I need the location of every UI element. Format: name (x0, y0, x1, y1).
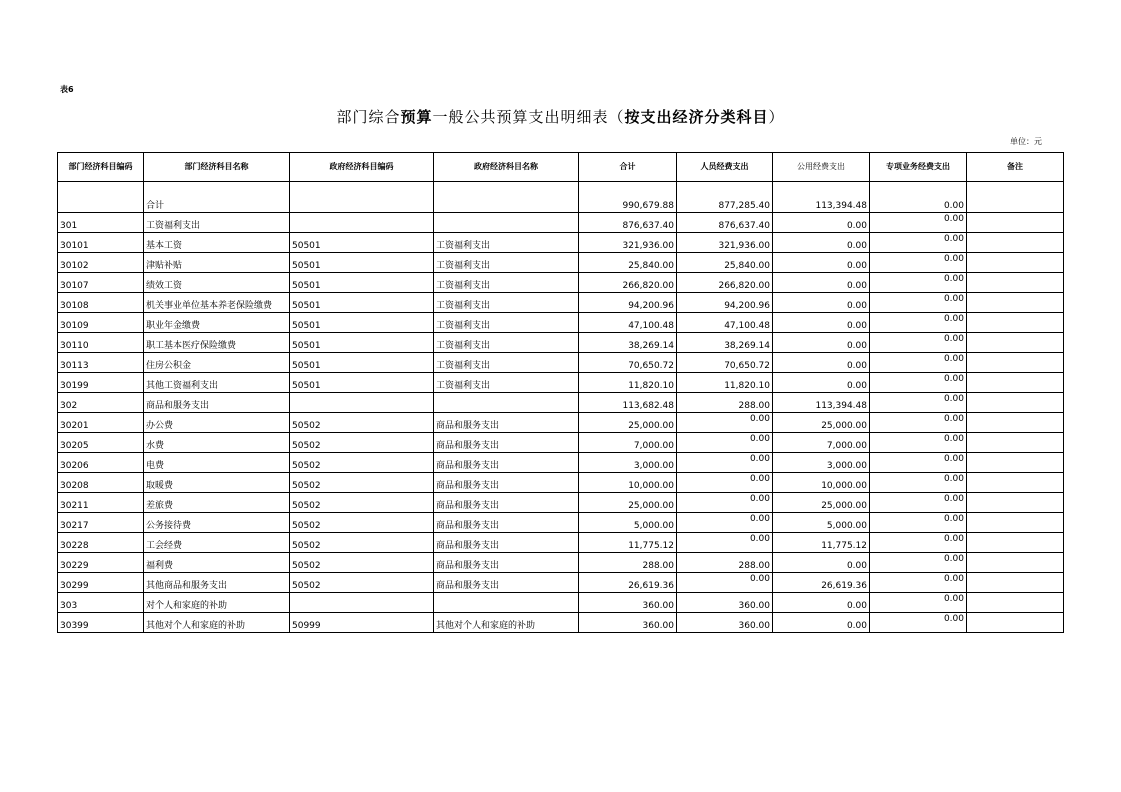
cell-dept-name: 工会经费 (144, 533, 290, 553)
table-row (58, 453, 1064, 473)
table-row (58, 513, 1064, 533)
cell-dept-code: 30102 (58, 253, 144, 273)
cell-special: 0.00 (870, 393, 967, 413)
cell-total: 26,619.36 (579, 573, 677, 593)
cell-dept-name: 合计 (144, 182, 290, 213)
cell-gov-name: 商品和服务支出 (434, 493, 579, 513)
cell-note (967, 413, 1064, 433)
cell-personnel: 25,840.00 (677, 253, 773, 273)
cell-total: 38,269.14 (579, 333, 677, 353)
cell-gov-code: 50502 (290, 533, 434, 553)
cell-public: 25,000.00 (773, 413, 870, 433)
cell-personnel: 47,100.48 (677, 313, 773, 333)
cell-dept-name: 取暖费 (144, 473, 290, 493)
cell-public: 0.00 (773, 293, 870, 313)
cell-gov-name: 工资福利支出 (434, 233, 579, 253)
cell-dept-code: 30108 (58, 293, 144, 313)
cell-public: 7,000.00 (773, 433, 870, 453)
cell-total: 10,000.00 (579, 473, 677, 493)
table-row (58, 413, 1064, 433)
header-gov-name: 政府经济科目名称 (434, 153, 579, 182)
cell-public: 113,394.48 (773, 393, 870, 413)
cell-dept-name: 办公费 (144, 413, 290, 433)
cell-special: 0.00 (870, 353, 967, 373)
cell-gov-name (434, 182, 579, 213)
cell-total: 7,000.00 (579, 433, 677, 453)
cell-gov-code: 50502 (290, 473, 434, 493)
cell-gov-name: 商品和服务支出 (434, 473, 579, 493)
table-row (58, 273, 1064, 293)
cell-dept-code: 30228 (58, 533, 144, 553)
cell-dept-code: 30208 (58, 473, 144, 493)
cell-note (967, 353, 1064, 373)
cell-gov-code: 50501 (290, 233, 434, 253)
cell-personnel: 94,200.96 (677, 293, 773, 313)
cell-dept-code: 30109 (58, 313, 144, 333)
cell-dept-code: 30107 (58, 273, 144, 293)
cell-special: 0.00 (870, 333, 967, 353)
cell-dept-name: 其他对个人和家庭的补助 (144, 613, 290, 633)
table-row (58, 293, 1064, 313)
table-row (58, 393, 1064, 413)
cell-total: 25,000.00 (579, 493, 677, 513)
cell-note (967, 213, 1064, 233)
cell-note (967, 573, 1064, 593)
cell-note (967, 493, 1064, 513)
cell-note (967, 533, 1064, 553)
cell-gov-code (290, 213, 434, 233)
cell-personnel: 0.00 (677, 473, 773, 493)
cell-gov-code: 50501 (290, 273, 434, 293)
cell-total: 25,840.00 (579, 253, 677, 273)
cell-gov-code (290, 182, 434, 213)
table-row (58, 233, 1064, 253)
cell-total: 25,000.00 (579, 413, 677, 433)
document-title (0, 106, 1121, 127)
cell-special: 0.00 (870, 293, 967, 313)
header-row (58, 153, 1064, 182)
cell-gov-code: 50502 (290, 413, 434, 433)
cell-special: 0.00 (870, 573, 967, 593)
cell-dept-code: 30299 (58, 573, 144, 593)
cell-personnel: 0.00 (677, 433, 773, 453)
cell-dept-name: 差旅费 (144, 493, 290, 513)
cell-personnel: 360.00 (677, 593, 773, 613)
cell-total: 11,820.10 (579, 373, 677, 393)
cell-gov-name: 商品和服务支出 (434, 573, 579, 593)
cell-personnel: 360.00 (677, 613, 773, 633)
cell-dept-code: 30205 (58, 433, 144, 453)
cell-gov-code (290, 393, 434, 413)
cell-public: 0.00 (773, 253, 870, 273)
table-row (58, 473, 1064, 493)
cell-special: 0.00 (870, 413, 967, 433)
cell-public: 26,619.36 (773, 573, 870, 593)
table-row (58, 433, 1064, 453)
table-row (58, 553, 1064, 573)
cell-personnel: 38,269.14 (677, 333, 773, 353)
table-number: 表6 (60, 85, 74, 94)
cell-personnel: 288.00 (677, 393, 773, 413)
cell-personnel: 0.00 (677, 573, 773, 593)
cell-special: 0.00 (870, 553, 967, 573)
table-row (58, 593, 1064, 613)
cell-total: 990,679.88 (579, 182, 677, 213)
cell-dept-name: 商品和服务支出 (144, 393, 290, 413)
cell-personnel: 288.00 (677, 553, 773, 573)
cell-dept-name: 住房公积金 (144, 353, 290, 373)
title-bold-1: 预算 (400, 108, 433, 126)
cell-dept-code (58, 182, 144, 213)
cell-gov-code: 50502 (290, 493, 434, 513)
cell-public: 0.00 (773, 333, 870, 353)
cell-public: 5,000.00 (773, 513, 870, 533)
header-special: 专项业务经费支出 (870, 153, 967, 182)
cell-gov-code: 50501 (290, 333, 434, 353)
cell-note (967, 593, 1064, 613)
table-row (58, 253, 1064, 273)
cell-gov-name: 其他对个人和家庭的补助 (434, 613, 579, 633)
cell-public: 0.00 (773, 373, 870, 393)
cell-total: 11,775.12 (579, 533, 677, 553)
cell-dept-code: 30399 (58, 613, 144, 633)
table-row (58, 213, 1064, 233)
cell-special: 0.00 (870, 273, 967, 293)
cell-personnel: 0.00 (677, 493, 773, 513)
cell-dept-code: 30199 (58, 373, 144, 393)
cell-total: 288.00 (579, 553, 677, 573)
cell-total: 876,637.40 (579, 213, 677, 233)
cell-dept-name: 其他商品和服务支出 (144, 573, 290, 593)
cell-special: 0.00 (870, 593, 967, 613)
cell-public: 0.00 (773, 353, 870, 373)
cell-personnel: 0.00 (677, 413, 773, 433)
cell-note (967, 233, 1064, 253)
cell-total: 70,650.72 (579, 353, 677, 373)
cell-total: 113,682.48 (579, 393, 677, 413)
cell-personnel: 877,285.40 (677, 182, 773, 213)
header-public: 公用经费支出 (773, 153, 870, 182)
cell-total: 321,936.00 (579, 233, 677, 253)
cell-gov-code: 50502 (290, 513, 434, 533)
cell-public: 0.00 (773, 233, 870, 253)
table-row (58, 533, 1064, 553)
cell-public: 113,394.48 (773, 182, 870, 213)
cell-dept-name: 公务接待费 (144, 513, 290, 533)
cell-note (967, 393, 1064, 413)
cell-gov-code: 50502 (290, 553, 434, 573)
title-bold-2: 按支出经济分类科目 (624, 108, 769, 126)
cell-personnel: 0.00 (677, 533, 773, 553)
cell-dept-name: 绩效工资 (144, 273, 290, 293)
cell-special: 0.00 (870, 373, 967, 393)
cell-gov-name: 商品和服务支出 (434, 513, 579, 533)
cell-special: 0.00 (870, 433, 967, 453)
cell-dept-code: 30113 (58, 353, 144, 373)
cell-special: 0.00 (870, 533, 967, 553)
cell-total: 3,000.00 (579, 453, 677, 473)
cell-dept-name: 对个人和家庭的补助 (144, 593, 290, 613)
cell-personnel: 0.00 (677, 453, 773, 473)
cell-personnel: 70,650.72 (677, 353, 773, 373)
cell-personnel: 876,637.40 (677, 213, 773, 233)
cell-dept-code: 30229 (58, 553, 144, 573)
cell-note (967, 313, 1064, 333)
cell-gov-code: 50501 (290, 313, 434, 333)
cell-gov-name (434, 213, 579, 233)
cell-note (967, 453, 1064, 473)
cell-gov-name: 商品和服务支出 (434, 433, 579, 453)
cell-dept-name: 福利费 (144, 553, 290, 573)
cell-note (967, 253, 1064, 273)
cell-gov-code: 50501 (290, 293, 434, 313)
table-row (58, 313, 1064, 333)
cell-note (967, 333, 1064, 353)
cell-total: 47,100.48 (579, 313, 677, 333)
cell-dept-code: 30101 (58, 233, 144, 253)
cell-gov-name: 商品和服务支出 (434, 533, 579, 553)
cell-note (967, 182, 1064, 213)
cell-dept-code: 30110 (58, 333, 144, 353)
cell-dept-name: 机关事业单位基本养老保险缴费 (144, 293, 290, 313)
cell-special: 0.00 (870, 453, 967, 473)
header-dept-code: 部门经济科目编码 (58, 153, 144, 182)
table-row (58, 353, 1064, 373)
cell-dept-name: 水费 (144, 433, 290, 453)
cell-gov-code (290, 593, 434, 613)
total-row (58, 182, 1064, 213)
cell-special: 0.00 (870, 313, 967, 333)
cell-gov-code: 50501 (290, 253, 434, 273)
cell-special: 0.00 (870, 613, 967, 633)
header-total: 合计 (579, 153, 677, 182)
table-row (58, 333, 1064, 353)
cell-public: 0.00 (773, 273, 870, 293)
cell-special: 0.00 (870, 513, 967, 533)
title-part-3: ） (768, 108, 785, 126)
cell-gov-name: 工资福利支出 (434, 353, 579, 373)
cell-public: 0.00 (773, 593, 870, 613)
cell-personnel: 321,936.00 (677, 233, 773, 253)
cell-total: 5,000.00 (579, 513, 677, 533)
cell-gov-name: 工资福利支出 (434, 273, 579, 293)
cell-dept-code: 30217 (58, 513, 144, 533)
cell-total: 94,200.96 (579, 293, 677, 313)
cell-note (967, 553, 1064, 573)
cell-personnel: 11,820.10 (677, 373, 773, 393)
cell-public: 10,000.00 (773, 473, 870, 493)
header-dept-name: 部门经济科目名称 (144, 153, 290, 182)
cell-note (967, 293, 1064, 313)
cell-gov-code: 50501 (290, 353, 434, 373)
cell-gov-name: 商品和服务支出 (434, 413, 579, 433)
cell-gov-code: 50501 (290, 373, 434, 393)
cell-gov-name: 工资福利支出 (434, 253, 579, 273)
cell-note (967, 613, 1064, 633)
table-row (58, 573, 1064, 593)
cell-special: 0.00 (870, 253, 967, 273)
cell-dept-name: 工资福利支出 (144, 213, 290, 233)
cell-public: 0.00 (773, 613, 870, 633)
cell-gov-name: 商品和服务支出 (434, 453, 579, 473)
table-row (58, 373, 1064, 393)
table-row (58, 493, 1064, 513)
cell-special: 0.00 (870, 213, 967, 233)
cell-gov-code: 50999 (290, 613, 434, 633)
cell-public: 25,000.00 (773, 493, 870, 513)
cell-note (967, 473, 1064, 493)
cell-dept-name: 津贴补贴 (144, 253, 290, 273)
cell-note (967, 273, 1064, 293)
cell-gov-name: 工资福利支出 (434, 373, 579, 393)
cell-dept-code: 301 (58, 213, 144, 233)
cell-note (967, 373, 1064, 393)
cell-special: 0.00 (870, 493, 967, 513)
cell-gov-name: 工资福利支出 (434, 293, 579, 313)
cell-gov-code: 50502 (290, 433, 434, 453)
table-row (58, 613, 1064, 633)
cell-special: 0.00 (870, 182, 967, 213)
cell-public: 0.00 (773, 313, 870, 333)
cell-personnel: 266,820.00 (677, 273, 773, 293)
cell-dept-code: 302 (58, 393, 144, 413)
cell-total: 360.00 (579, 613, 677, 633)
cell-public: 3,000.00 (773, 453, 870, 473)
cell-dept-code: 303 (58, 593, 144, 613)
cell-gov-code: 50502 (290, 453, 434, 473)
cell-total: 266,820.00 (579, 273, 677, 293)
cell-gov-name (434, 393, 579, 413)
cell-public: 11,775.12 (773, 533, 870, 553)
cell-dept-name: 其他工资福利支出 (144, 373, 290, 393)
cell-gov-name: 工资福利支出 (434, 313, 579, 333)
cell-personnel: 0.00 (677, 513, 773, 533)
cell-total: 360.00 (579, 593, 677, 613)
cell-gov-name (434, 593, 579, 613)
title-part-1: 部门综合 (336, 108, 401, 126)
cell-note (967, 513, 1064, 533)
cell-public: 0.00 (773, 213, 870, 233)
header-gov-code: 政府经济科目编码 (290, 153, 434, 182)
header-personnel: 人员经费支出 (677, 153, 773, 182)
header-note: 备注 (967, 153, 1064, 182)
cell-dept-code: 30201 (58, 413, 144, 433)
cell-dept-name: 职业年金缴费 (144, 313, 290, 333)
unit-label: 单位：元 (1010, 137, 1042, 146)
cell-special: 0.00 (870, 473, 967, 493)
cell-dept-code: 30206 (58, 453, 144, 473)
cell-dept-name: 职工基本医疗保险缴费 (144, 333, 290, 353)
cell-dept-code: 30211 (58, 493, 144, 513)
cell-gov-name: 商品和服务支出 (434, 553, 579, 573)
cell-gov-code: 50502 (290, 573, 434, 593)
expenditure-detail-table (57, 152, 1064, 633)
cell-gov-name: 工资福利支出 (434, 333, 579, 353)
cell-dept-name: 电费 (144, 453, 290, 473)
title-part-2: 一般公共预算支出明细表（ (432, 108, 625, 126)
cell-dept-name: 基本工资 (144, 233, 290, 253)
cell-public: 0.00 (773, 553, 870, 573)
cell-special: 0.00 (870, 233, 967, 253)
cell-note (967, 433, 1064, 453)
